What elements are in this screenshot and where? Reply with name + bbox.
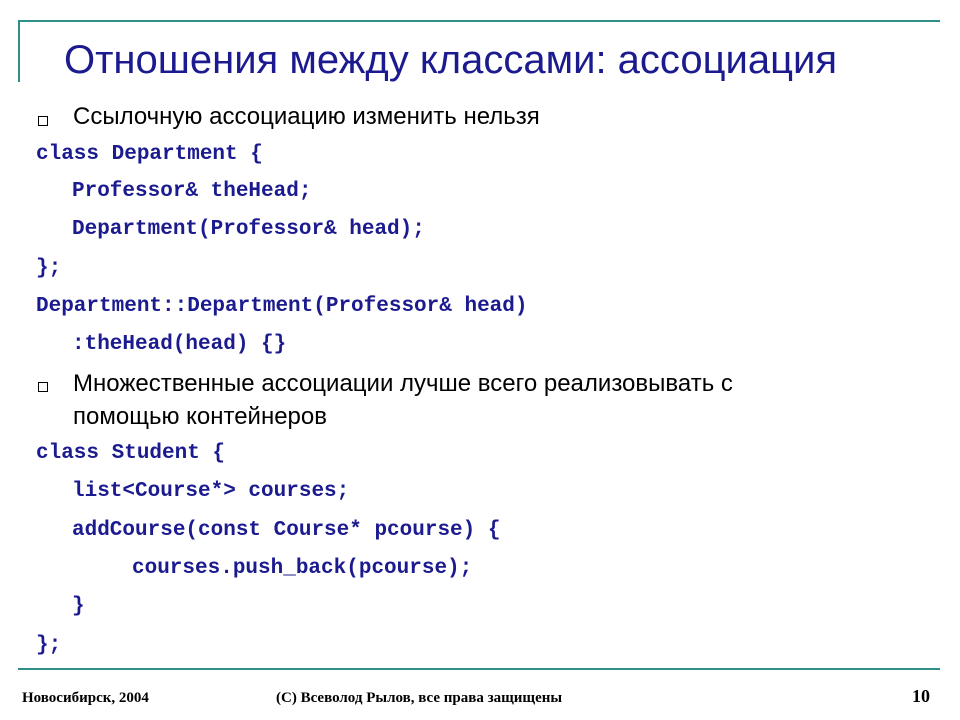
code-line: courses.push_back(pcourse);: [132, 557, 473, 580]
bullet-text-2-continued: помощью контейнеров: [73, 403, 328, 430]
code-line: }: [72, 595, 85, 618]
code-line: addCourse(const Course* pcourse) {: [72, 519, 501, 542]
code-line: Department(Professor& head);: [72, 218, 425, 241]
code-line: class Student {: [36, 442, 226, 465]
code-line: };: [36, 634, 62, 657]
frame-top-line: [18, 20, 940, 22]
frame-left-line: [18, 20, 20, 82]
bullet-square-icon: [38, 116, 48, 126]
code-line: list<Course*> courses;: [72, 480, 350, 503]
slide-title: Отношения между классами: ассоциация: [64, 38, 838, 82]
code-line: };: [36, 257, 62, 280]
page-number: 10: [912, 686, 930, 706]
footer-copyright: (С) Всеволод Рылов, все права защищены: [276, 690, 563, 706]
code-line: Department::Department(Professor& head): [36, 295, 528, 318]
code-line: :theHead(head) {}: [72, 333, 287, 356]
footer-city-year: Новосибирск, 2004: [22, 690, 149, 706]
bullet-text-1: Ссылочную ассоциацию изменить нельзя: [73, 103, 540, 130]
bullet-square-icon: [38, 382, 48, 392]
bullet-text-2: Множественные ассоциации лучше всего реализовывать с: [73, 370, 733, 397]
frame-bottom-line: [18, 668, 940, 670]
code-line: class Department {: [36, 143, 263, 166]
code-line: Professor& theHead;: [72, 180, 312, 203]
